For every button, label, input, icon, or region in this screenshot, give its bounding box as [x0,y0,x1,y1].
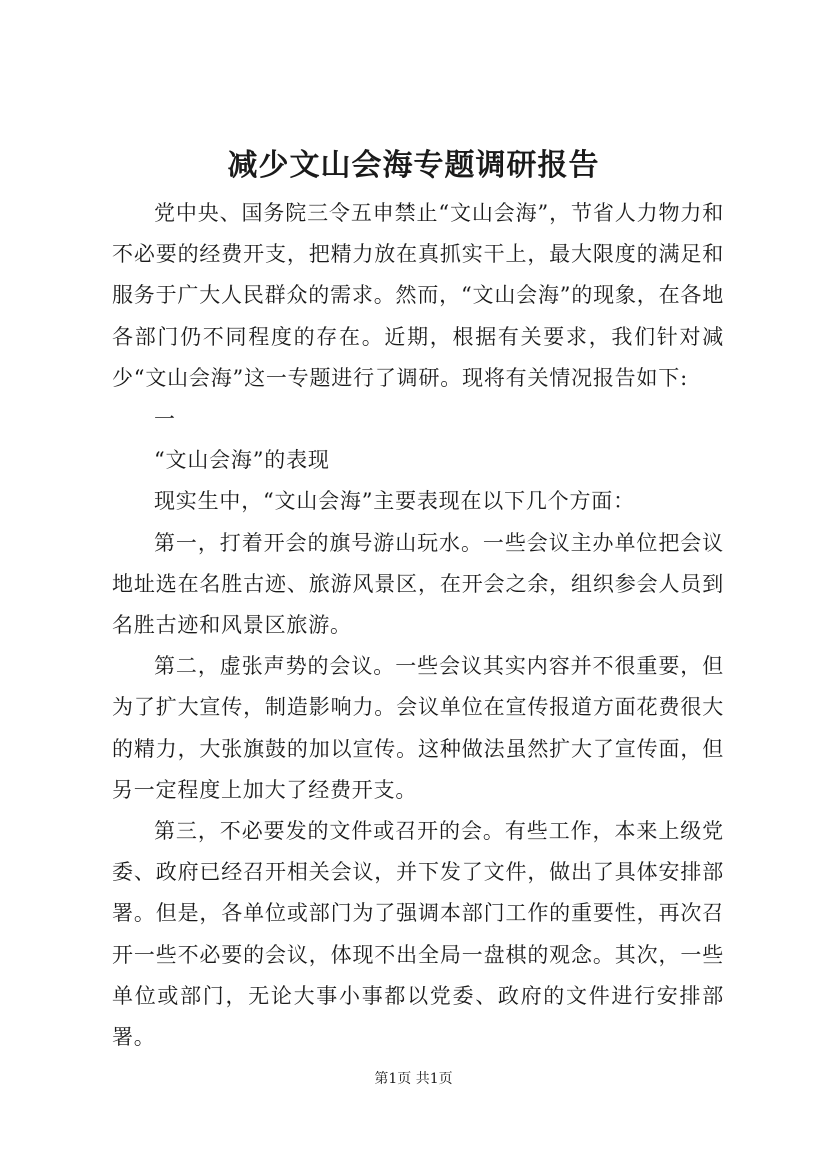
paragraph-intro: 党中央、国务院三令五申禁止“文山会海”，节省人力物力和不必要的经费开支，把精力放在真抓实干上，最大限度的满足和服务于广大人民群众的需求。然而，“文山会海”的现象，在各地各部门仍不同程度的存在。近期，根据有关要求，我们针对减少“文山会海”这一专题进行了调研。现将有关情况报告如下: [112,201,724,390]
paragraph-overview: 现实生中，“文山会海”主要表现在以下几个方面： [154,489,635,514]
paragraph-point-2: 第二，虚张声势的会议。一些会议其实内容并不很重要，但为了扩大宣传，制造影响力。会议单位在宣传报道方面花费很大的精力，大张旗鼓的加以宣传。这种做法虽然扩大了宣传面，但另一定程度上加大了经费开支。 [112,654,724,802]
document-title: 减少文山会海专题调研报告 [227,148,600,183]
paragraph-point-1: 第一，打着开会的旗号游山玩水。一些会议主办单位把会议地址选在名胜古迹、旅游风景区，在开会之余，组织参会人员到名胜古迹和风景区旅游。 [112,530,724,638]
section-number: 一 [154,407,176,432]
paragraph-point-3: 第三，不必要发的文件或召开的会。有些工作，本来上级党委、政府已经召开相关会议，并下发了文件，做出了具体安排部署。但是，各单位或部门为了强调本部门工作的重要性，再次召开一些不必要的会议，体现不出全局一盘棋的观念。其次，一些单位或部门，无论大事小事都以党委、政府的文件进行安排部署。 [112,819,724,1050]
section-heading: “文山会海”的表现 [154,448,330,473]
page-footer: 第1页 共1页 [374,1071,453,1087]
document-body [112,193,724,1058]
